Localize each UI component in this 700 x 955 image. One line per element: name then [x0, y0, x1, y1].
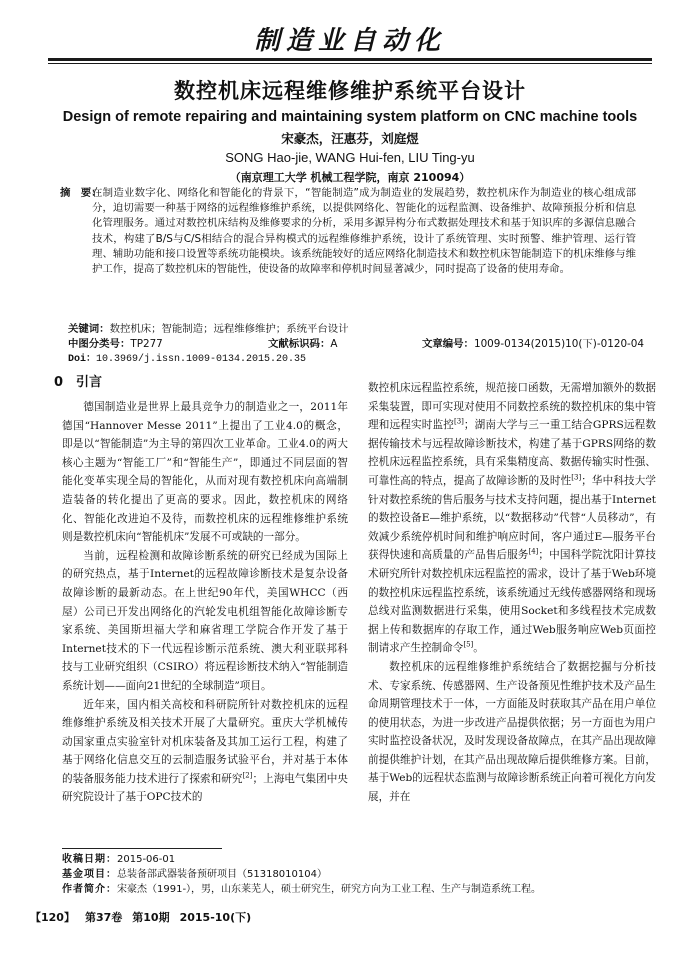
keywords [68, 322, 349, 337]
footnote-received [62, 852, 175, 867]
article-number [422, 337, 645, 352]
article-title-cn: 数控机床远程维修维护系统平台设计 [174, 79, 526, 103]
author-value: 宋豪杰（1991-），男，山东莱芜人，硕士研究生，研究方向为工业工程、生产与制造系统工程。 [117, 884, 542, 895]
authors-en: SONG Hao-jie, WANG Hui-fen, LIU Ting-yu [225, 150, 475, 165]
keywords-label: 关键词： [68, 323, 110, 335]
doi-line [68, 352, 306, 367]
journal-masthead [0, 20, 700, 57]
article-number-label: 文章编号： [422, 338, 474, 350]
abstract-label: 摘 要： [60, 187, 102, 199]
authors-cn: 宋豪杰，汪惠芬，刘庭煜 [281, 131, 419, 146]
body-paragraph: 近年来，国内相关高校和科研院所针对数控机床的远程维修维护系统及相关技术开展了大量研究。重庆大学机械传动国家重点实验室针对机床装备及其加工运行工程，构建了基于网络化信息交互的云制造服务试验平台，并对基于本体的装备服务能力技术进行了探索和研究[2]；上海电气集团中央研究院设计了基于OPC技术的 [62, 698, 349, 804]
volume: 第37卷 [84, 911, 123, 924]
footnote-fund [62, 867, 327, 882]
author-label: 作者简介： [62, 884, 117, 895]
page-number: 【120】 [30, 911, 75, 924]
article-number-value: 1009-0134(2015)10(下)-0120-04 [473, 338, 645, 350]
affiliation: （南京理工大学 机械工程学院，南京 210094） [229, 171, 471, 184]
doi-label: Doi： [68, 354, 97, 365]
issue-date: 2015-10(下) [179, 911, 252, 924]
doc-code-label: 文献标识码： [268, 338, 331, 350]
masthead-rule-thin [48, 63, 652, 64]
received-value: 2015-06-01 [117, 854, 176, 865]
body-paragraph: 数控机床的远程维修维护系统结合了数据挖掘与分析技术、专家系统、传感器网、生产设备预见性维护技术及产品生命周期管理技术于一体，一方面能及时获取其产品在用户单位的使用状态，为进一步改进产品提供依据；另一方面也为用户实时监控设备状况，及时发现设备故障点，在其产品出现故障前提供维护计划，在其产品出现故障后提供维修方案。目前，基于Web的远程状态监测与故障诊断系统正向着可视化方向发展，并在 [368, 660, 656, 804]
masthead-rule [48, 58, 652, 61]
citation-marker: [5] [463, 640, 474, 649]
abstract-text: 在制造业数字化、网络化和智能化的背景下，“智能制造”成为制造业的发展趋势，数控机床作为制造业的核心组成部分，迫切需要一种基于网络的远程维修维护系统，以提供网络化、智能化的远程监测、设备维护、故障预报分析和信息化管理服务。通过对数控机床结构及维修要求的分析，采用多源异构分布式数据处理技术和基于知识库的多源信息融合技术，构建了B/S与C/S相结合的混合异构模式的远程维修维护系统，设计了系统管理、实时预警、维护管理、运行管理、辅助功能和接口设置等系统功能模块。该系统能较好的适应网络化制造技术和数控机床智能制造下的机床维修与维护工作，提高了数控机床的智能性，使设备的故障率和停机时间显著减少，同时提高了设备的使用寿命。 [92, 187, 636, 276]
citation-marker: [4] [528, 547, 539, 556]
footnote-author [62, 882, 541, 897]
body-paragraph: 当前，远程检测和故障诊断系统的研究已经成为国际上的研究热点，基于Internet的远程故障诊断技术是复杂设备故障诊断的最新动态。在上世纪90年代，美国WHCC（西屋）公司已开发出网络化的汽轮发电机组智能化故障诊断专家系统、美国斯坦福大学和麻省理工学院合作开发了基于Internet技术的下一代远程诊断示范系统、澳大利亚联邦科技与工业研究组织（CSIRO）将远程诊断技术纳入“智能制造系统计划——面向21世纪的全球制造”项目。 [62, 549, 348, 692]
section-heading: 0 引言 [54, 375, 103, 390]
fund-value: 总装备部武器装备预研项目（51318010104） [117, 869, 327, 880]
article-title-en: Design of remote repairing and maintaining system platform on CNC machine tools [62, 109, 638, 125]
body-paragraph: 德国制造业是世界上最具竞争力的制造业之一，2011年德国“Hannover Messe 2011”上提出了工业4.0的概念，即是以“智能制造”为主导的第四次工业革命。工业4.0的两大核心主题为“智能工厂”和“智能生产”，即通过不同层面的智能化变革实现全局的智能化，从而对现有数控机床向高端制造装备的转化提出了更高的要求。因此，数控机床的网络化、智能化改进迫不及待，而数控机床的远程维修维护系统则是数控机床向“智能机床”发展不可或缺的一部分。 [62, 401, 348, 544]
page-footer [30, 909, 261, 925]
abstract [60, 186, 636, 277]
doc-code [268, 337, 338, 352]
body-column-right [368, 379, 656, 807]
citation-marker: [3] [571, 473, 582, 482]
issue: 第10期 [132, 911, 170, 924]
clc [68, 337, 163, 352]
clc-label: 中图分类号： [68, 338, 131, 350]
keywords-text: 数控机床；智能制造；远程维修维护；系统平台设计 [109, 323, 349, 335]
citation-marker: [2] [242, 771, 253, 780]
footnote-rule [62, 848, 222, 849]
clc-value: TP277 [130, 338, 163, 350]
fund-label: 基金项目： [62, 869, 117, 880]
doc-code-value: A [330, 338, 338, 350]
received-label: 收稿日期： [62, 854, 117, 865]
doi-value: 10.3969/j.issn.1009-0134.2015.20.35 [96, 354, 307, 365]
body-paragraph: 数控机床远程监控系统，规范接口函数，无需增加额外的数据采集装置，即可实现对使用不同数控系统的数控机床的集中管理和远程实时监控[3]；湖南大学与三一重工结合GPRS远程数据传输技术与远程故障诊断技术，构建了基于GPRS网络的数控机床远程监控系统，具有采集精度高、数据传输实时性强、可靠性高的特点，提高了故障诊断的及时性[3]；华中科技大学针对数控系统的售后服务与技术支持问题，提出基于Internet的数控设备E—维护系统，以“数据移动”代替“人员移动”，有效减少系统停机时间和维护响应时间，客户通过E—服务平台获得快速和高质量的产品售后服务[4]；中国科学院沈阳计算技术研究所针对数控机床远程监控的需求，设计了基于Web环境的数控机床远程监控系统，该系统通过无线传感器网络和现场总线对监测数据进行采集，使用Socket和多线程技术完成数据上传和数据库的存取工作，通过Web服务响应Web页面控制请求产生控制命令[5]。 [368, 382, 657, 655]
body-column-left [54, 372, 349, 807]
citation-marker: [3] [454, 417, 464, 426]
journal-name: 制造业自动化 [253, 26, 446, 56]
